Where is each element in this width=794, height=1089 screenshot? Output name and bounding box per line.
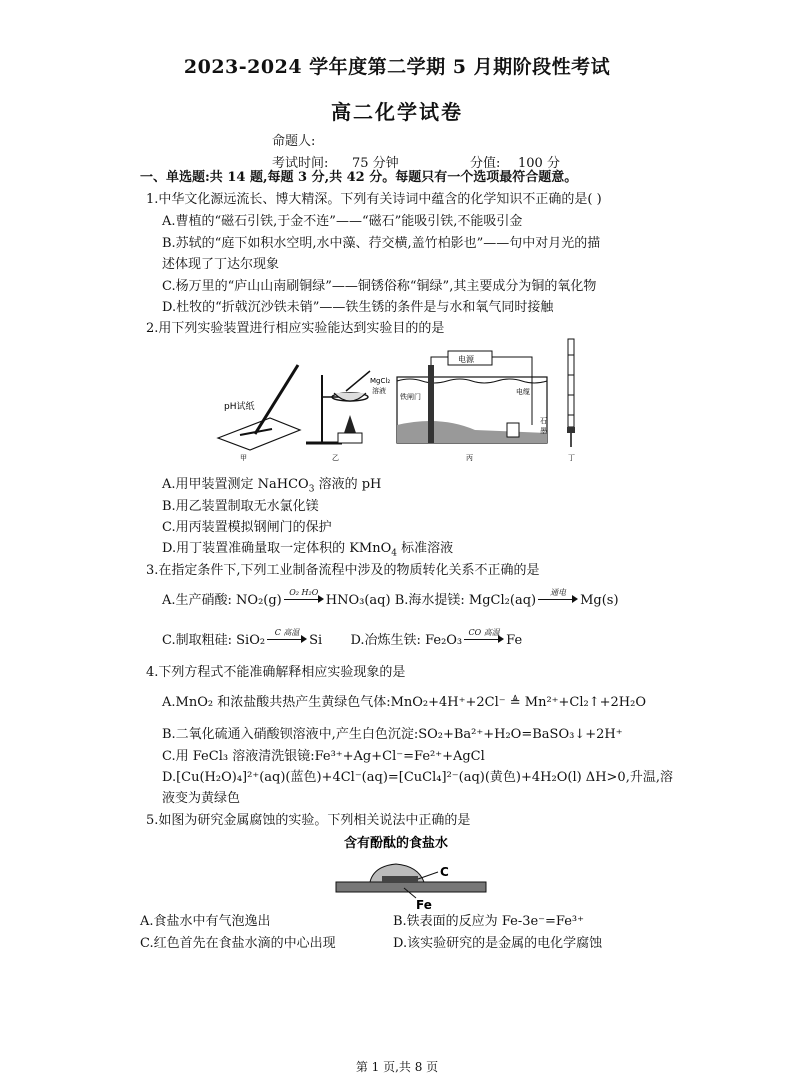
q3-option-d-label: D.冶炼生铁: — [350, 633, 421, 648]
apparatus-jia — [218, 365, 300, 462]
apparatus-yi — [306, 371, 390, 462]
q2-option-d: D.用丁装置准确量取一定体积的 KMnO$_4$ 标准溶液 — [162, 541, 454, 559]
arrow-icon: C 高温 — [267, 632, 307, 646]
q4-option-d-line1: D.[Cu(H₂O)₄]²⁺(aq)(蓝色)+4Cl⁻(aq)=[CuCl₄]²⁻(aq)(黄色)+4H₂O(l) ΔH>0,升温,溶 — [162, 770, 673, 785]
arrow-icon: CO 高温 — [464, 632, 504, 646]
q3-stem: 3.在指定条件下,下列工业制备流程中涉及的物质转化关系不正确的是 — [146, 563, 540, 578]
q4-option-c: C.用 FeCl₃ 溶液清洗银镜:Fe³⁺+Ag+Cl⁻=Fe²⁺+AgCl — [162, 749, 485, 764]
q5-stem: 5.如图为研究金属腐蚀的实验。下列相关说法中正确的是 — [146, 813, 471, 828]
apparatus-ding — [567, 339, 575, 462]
gate-label: 铁闸门 — [400, 393, 421, 401]
q3-option-b-label: B.海水提镁: — [394, 593, 465, 608]
q3-row-cd: C.制取粗硅: SiO₂ C 高温 Si D.冶炼生铁: Fe₂O₃ CO 高温 Fe — [162, 628, 523, 648]
q4-option-d-line2: 液变为黄绿色 — [162, 791, 241, 806]
q5-option-a: A.食盐水中有气泡逸出 — [140, 914, 271, 929]
mgcl2-label-2: 溶液 — [372, 387, 386, 395]
mgcl2-label-1: MgCl₂ — [370, 377, 391, 385]
q2-apparatus-figure — [210, 335, 590, 465]
caption-ding: 丁 — [568, 454, 575, 462]
q1-option-b-line2: 述体现了丁达尔现象 — [162, 257, 280, 272]
graphite-label-1: 石 — [540, 417, 547, 425]
arrow-icon: 通电 — [538, 592, 578, 606]
exam-title: 2023-2024 学年度第二学期 5 月期阶段性考试 — [183, 56, 611, 78]
q1-option-a: A.曹植的“磁石引铁,于金不连”——“磁石”能吸引铁,不能吸引金 — [162, 214, 523, 229]
cable-label: 电缆 — [516, 388, 530, 396]
q2-option-b: B.用乙装置制取无水氯化镁 — [162, 499, 319, 514]
power-label: 电源 — [458, 355, 474, 364]
graphite-label-2: 墨 — [540, 427, 547, 435]
ph-paper-label: pH试纸 — [224, 402, 255, 412]
q5-option-b: B.铁表面的反应为 Fe-3e⁻=Fe³⁺ — [393, 914, 585, 929]
caption-yi: 乙 — [332, 454, 339, 462]
q4-option-b: B.二氧化硫通入硝酸钡溶液中,产生白色沉淀:SO₂+Ba²⁺+H₂O=BaSO₃↓+2H⁺ — [162, 727, 623, 742]
q5-option-d: D.该实验研究的是金属的电化学腐蚀 — [393, 936, 603, 951]
time-value: 75 分钟 — [352, 156, 399, 171]
page-footer: 第 1 页,共 8 页 — [355, 1060, 439, 1074]
score-value: 100 分 — [518, 156, 560, 171]
caption-jia: 甲 — [240, 454, 247, 462]
q3-option-a-label: A.生产硝酸: — [162, 593, 232, 608]
section-heading: 一、单选题:共 14 题,每题 3 分,共 42 分。每题只有一个选项最符合题意。 — [140, 170, 578, 185]
author-label: 命题人: — [272, 134, 316, 149]
q3-option-c-label: C.制取粗硅: — [162, 633, 232, 648]
q1-option-c: C.杨万里的“庐山山南刷铜绿”——铜锈俗称“铜绿”,其主要成分为铜的氧化物 — [162, 279, 597, 294]
q1-stem: 1.中华文化源远流长、博大精深。下列有关诗词中蕴含的化学知识不正确的是( ) — [146, 192, 602, 207]
caption-bing: 丙 — [466, 454, 473, 462]
q4-stem: 4.下列方程式不能准确解释相应实验现象的是 — [146, 665, 406, 680]
fig-iron-label: Fe — [416, 898, 432, 912]
score-label: 分值: — [470, 156, 501, 171]
q2-option-a: A.用甲装置测定 NaHCO$_3$ 溶液的 pH — [162, 477, 382, 495]
apparatus-bing — [397, 351, 547, 462]
q2-option-c: C.用丙装置模拟钢闸门的保护 — [162, 520, 332, 535]
exam-subtitle: 高二化学试卷 — [331, 100, 463, 124]
q1-option-d: D.杜牧的“折戟沉沙铁未销”——铁生锈的条件是与水和氧气同时接触 — [162, 300, 554, 315]
q2-stem: 2.用下列实验装置进行相应实验能达到实验目的的是 — [146, 321, 445, 336]
time-label: 考试时间: — [272, 156, 329, 171]
q5-corrosion-figure — [330, 832, 490, 912]
fig-carbon-label: C — [440, 865, 449, 879]
q5-option-c: C.红色首先在食盐水滴的中心出现 — [140, 936, 336, 951]
fig-title: 含有酚酞的食盐水 — [344, 836, 449, 851]
q3-row-ab: A.生产硝酸: NO₂(g) O₂ H₂O HNO₃(aq) B.海水提镁: MgCl₂(aq) 通电 Mg(s) — [162, 588, 619, 608]
arrow-icon: O₂ H₂O — [284, 592, 324, 606]
q4-option-a: A.MnO₂ 和浓盐酸共热产生黄绿色气体:MnO₂+4H⁺+2Cl⁻ ≜ Mn²⁺+Cl₂↑+2H₂O — [162, 695, 647, 710]
q1-option-b-line1: B.苏轼的“庭下如积水空明,水中藻、荇交横,盖竹柏影也”——句中对月光的描 — [162, 236, 601, 251]
